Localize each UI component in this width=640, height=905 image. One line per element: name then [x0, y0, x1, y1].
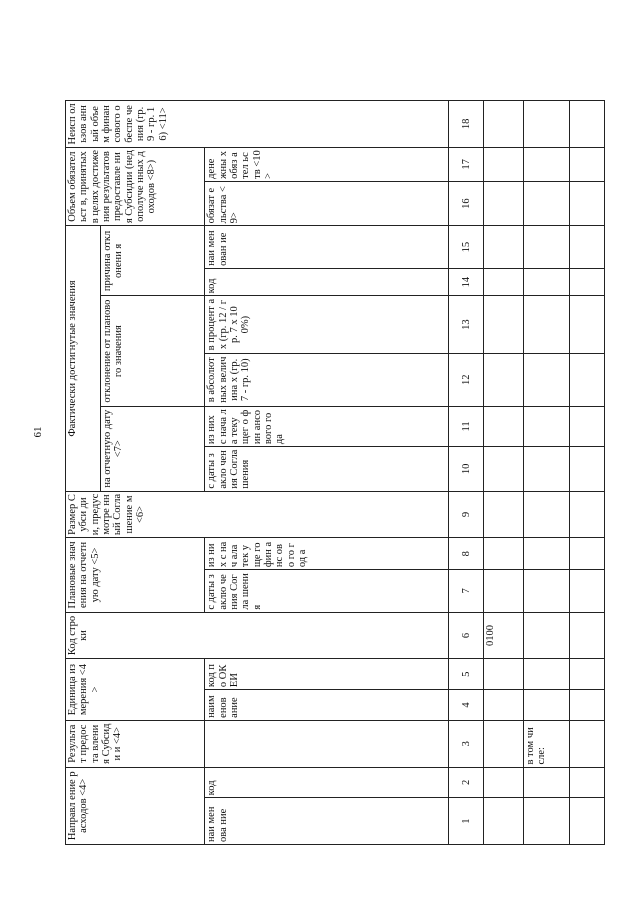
column-number: 9 — [449, 491, 484, 538]
subheader-act-from-year: из них с нача ла теку щег о фин ансо вого года — [205, 406, 449, 446]
column-numbers-row — [449, 101, 484, 845]
column-number: 13 — [449, 296, 484, 353]
line-code-value: 0100 — [484, 612, 523, 659]
column-number: 14 — [449, 268, 484, 296]
subheader-name: наи мен ова ние — [205, 798, 449, 845]
subheader-percent: в процент ах (гр. 12 / гр. 7 x 100%) — [205, 296, 449, 353]
column-number: 2 — [449, 767, 484, 798]
subheader-monetary-full: дене жны х обяз ател ьств <10 > — [205, 147, 449, 181]
data-row — [484, 101, 523, 845]
header-line-code: Код строки — [66, 612, 449, 659]
subheader-row-2 — [205, 101, 449, 845]
column-number: 6 — [449, 612, 484, 659]
column-number: 4 — [449, 690, 484, 721]
including-row — [523, 101, 569, 845]
header-unused: Неисп ользов анный объем финан сового обеспе чения (гр. 9 - гр. 16) <11> — [66, 101, 449, 148]
column-number: 7 — [449, 570, 484, 612]
column-number: 11 — [449, 406, 484, 446]
subheader-abs-value: в абсолют ных величина х (гр. 7 - гр. 10) — [205, 353, 449, 406]
header-deviation: отклонение от планового значения — [100, 296, 205, 406]
column-number: 18 — [449, 101, 484, 148]
page-number: 61 — [32, 426, 44, 438]
subheader-unit-code: код по ОК ЕИ — [205, 659, 449, 690]
column-number: 10 — [449, 447, 484, 492]
subheader-empty — [205, 720, 449, 767]
header-reason: причина отклонени я — [100, 226, 205, 296]
column-number: 1 — [449, 798, 484, 845]
column-number: 17 — [449, 147, 484, 181]
subheader-unit-name: наим енов ание — [205, 690, 449, 721]
subheader-act-from-agreement: с даты закло чения Согла шения — [205, 447, 449, 492]
empty-row — [570, 101, 605, 845]
rotated-table-wrapper — [65, 100, 605, 845]
header-obligations: Объем обязательст в, принятых в целях достижения результатов предоставле ния Субсидии (недополуче нных доходов <8>) — [66, 147, 205, 226]
header-row — [66, 101, 101, 845]
subheader-reason-code: код — [205, 268, 449, 296]
column-number: 5 — [449, 659, 484, 690]
report-table — [65, 100, 605, 845]
header-unit: Единица измерения <4> — [66, 659, 205, 721]
subheader-monetary: обязат ельства <9> — [205, 181, 449, 226]
header-planned: Плановые значения на отчетную дату <5> — [66, 538, 205, 612]
column-number: 3 — [449, 720, 484, 767]
subheader-plan-from-year: из них с нач ала тек уще го фин анс ово го год а — [205, 538, 449, 570]
header-direction: Направл ение расходов <4> — [66, 767, 205, 844]
header-actual: Фактически достигнутые значения — [66, 226, 101, 491]
column-number: 15 — [449, 226, 484, 268]
column-number: 12 — [449, 353, 484, 406]
subheader-reason-name: наи мен ован ие — [205, 226, 449, 268]
including-label: в том числе: — [523, 720, 569, 767]
subheader-code: код — [205, 767, 449, 798]
subheader-plan-from-agreement: с даты заклю чения Согла шения — [205, 570, 449, 612]
header-result: Результа т предоста вления Субсиди и <4> — [66, 720, 205, 767]
header-actual-at-date: на отчетную дату <7> — [100, 406, 205, 491]
column-number: 16 — [449, 181, 484, 226]
column-number: 8 — [449, 538, 484, 570]
header-subsidy-size: Размер Субси дии, предус мотре нный Согла шение м <6> — [66, 491, 449, 538]
